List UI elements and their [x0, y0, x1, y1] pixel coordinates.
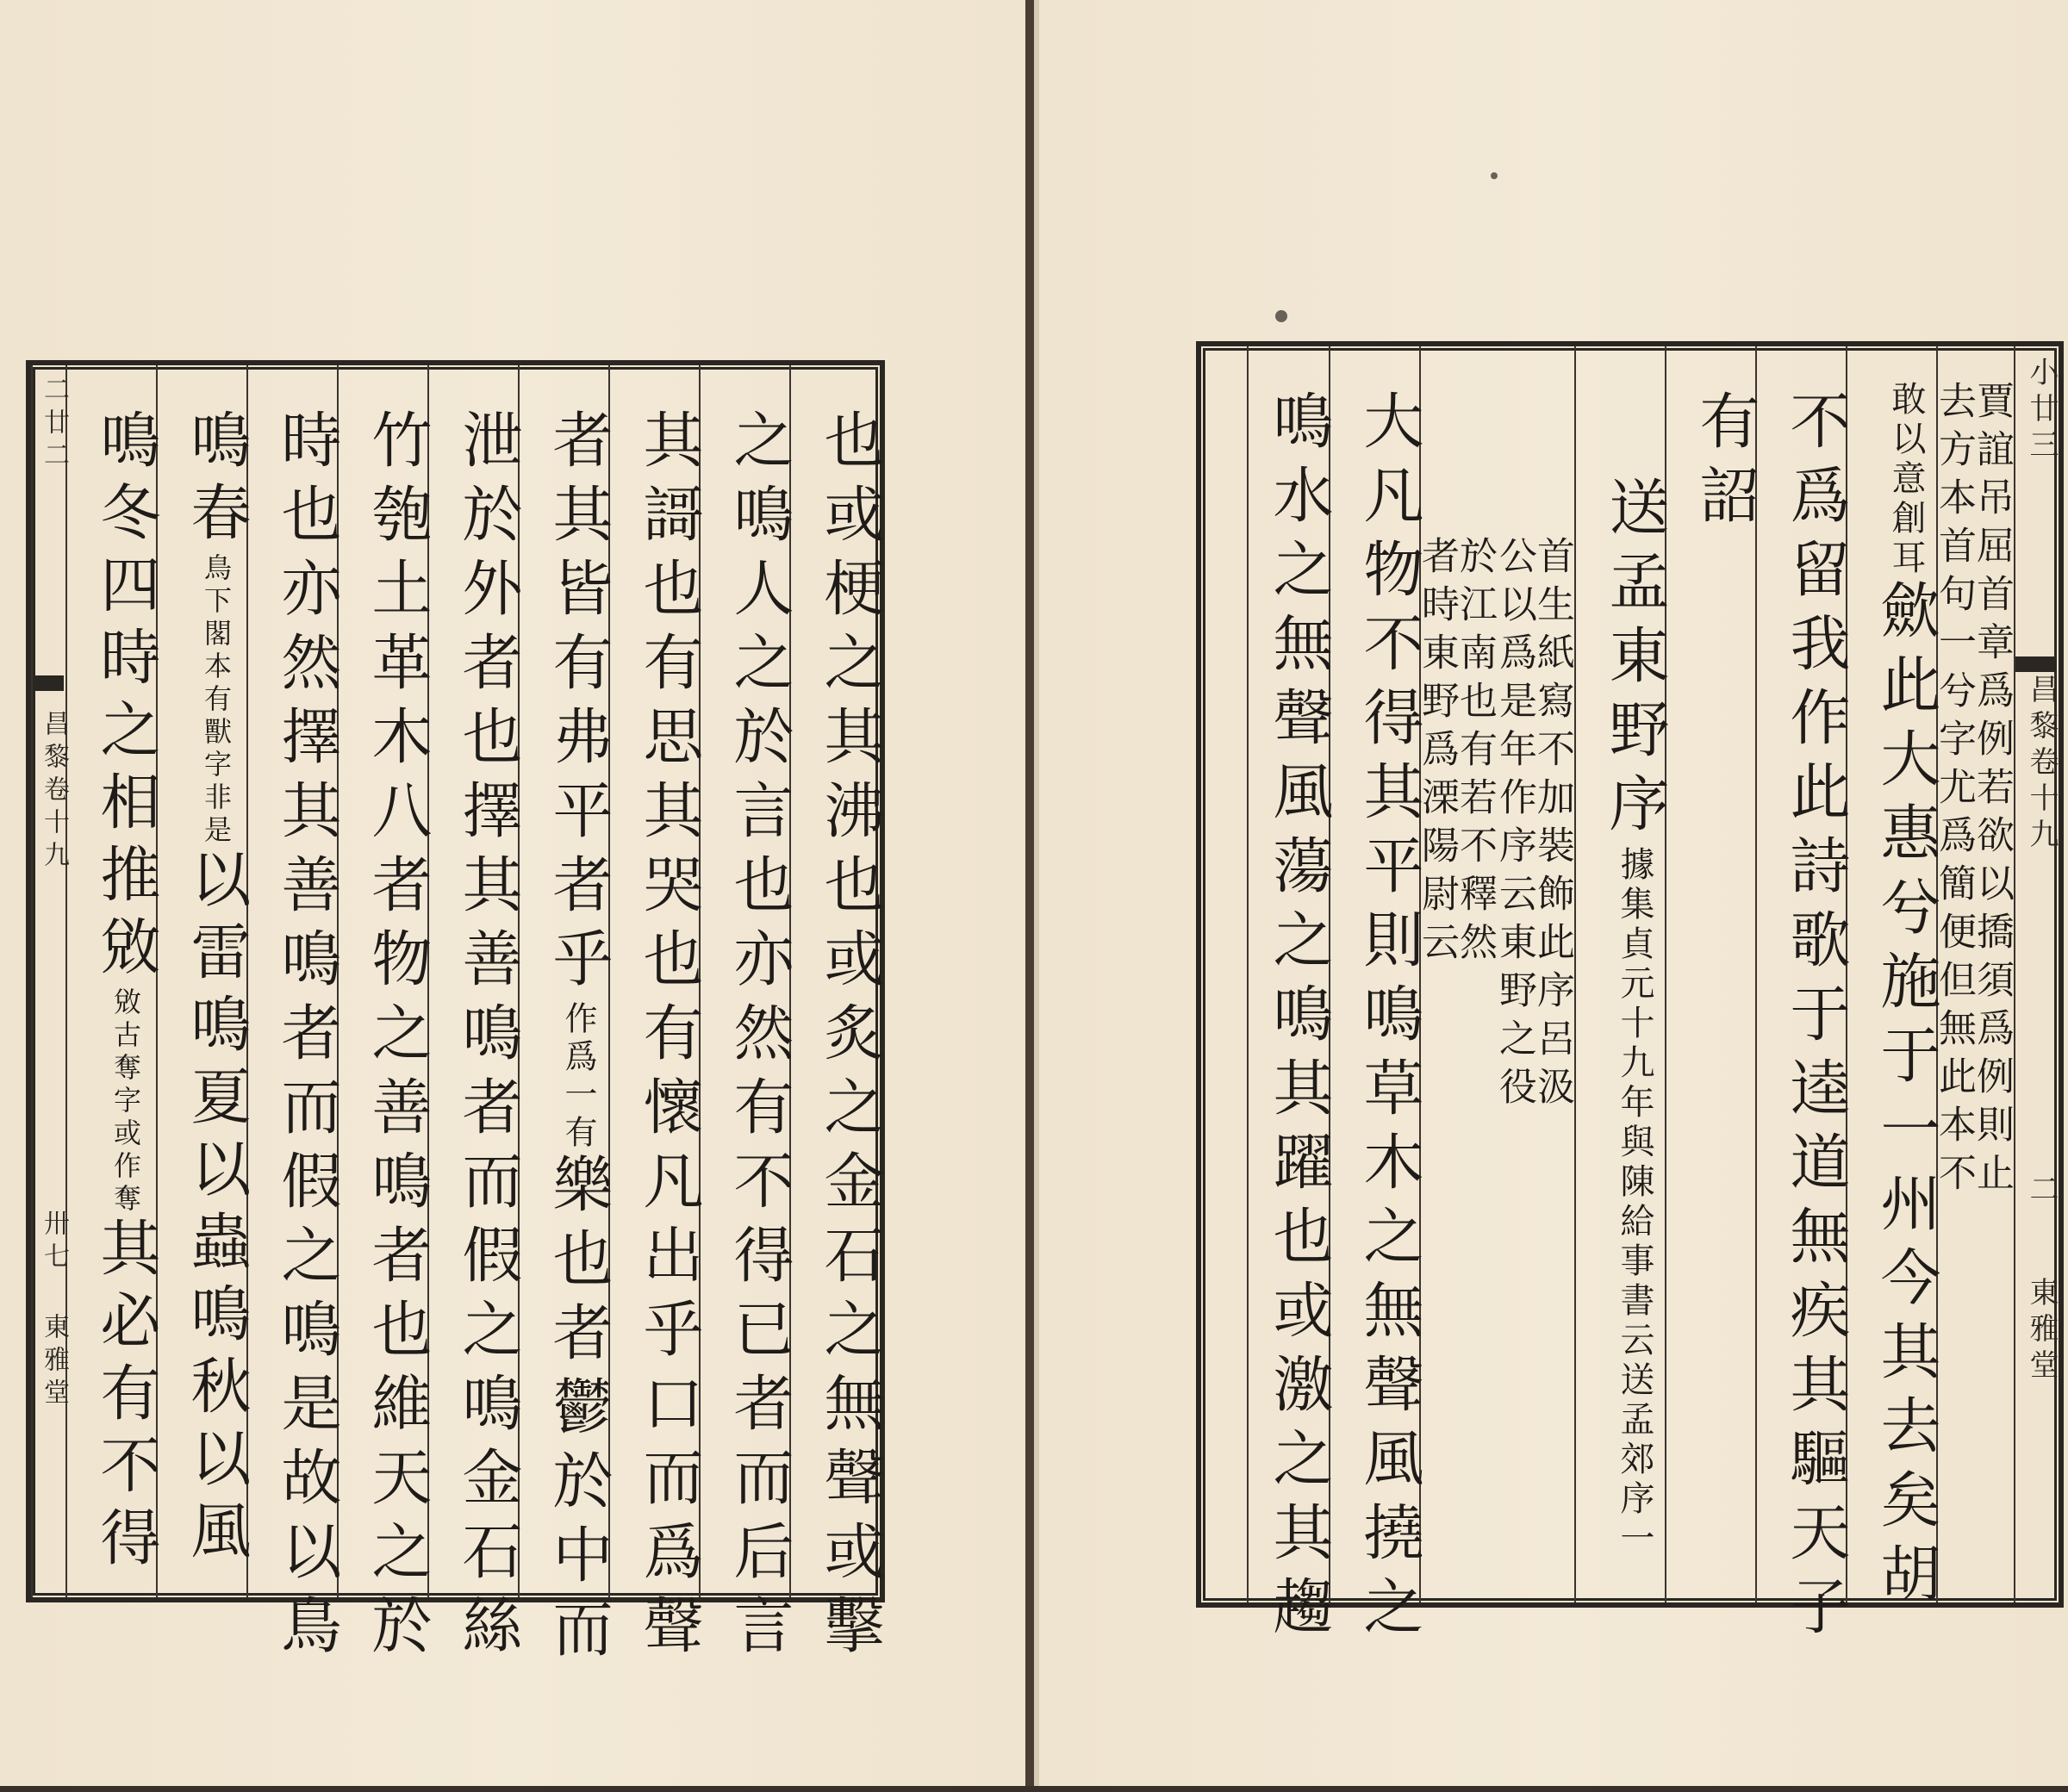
inline-note: 敢以意 [1886, 381, 1926, 500]
double-line-note [1415, 346, 1497, 1602]
inline-note: 創耳 [1886, 500, 1926, 579]
essay-title: 送孟東野序 [1599, 476, 1670, 846]
page-margin-strip [2014, 346, 2059, 1602]
studio-name: 東雅堂 [39, 1313, 69, 1411]
inline-note: 獸字非是 [200, 717, 233, 848]
ink-speck [1491, 172, 1498, 179]
double-line-note [1932, 346, 2014, 1602]
note-line: 賈誼吊屈首章爲例若欲以撟須爲例則止 [1970, 381, 2014, 1201]
note-line: 公以爲是年作序云東野之役 [1492, 536, 1536, 1115]
note-line: 首生紙寫不加裝飾此序呂汲 [1530, 536, 1574, 1115]
text-column: 時也亦然擇其善鳴者而假之鳴是故以鳥 [246, 365, 337, 1597]
fishtail-mark [33, 675, 64, 691]
text-column: 其謌也有思其哭也有懷凡出乎口而爲聲 [608, 365, 699, 1597]
fishtail-mark [2015, 656, 2057, 672]
double-line-note [1492, 346, 1574, 1602]
text-column: 有詔 [1665, 346, 1755, 1602]
inline-note: 鳥下閣本有 [200, 553, 233, 717]
folio-number: 卅七 [39, 1210, 69, 1275]
text-column-with-note [518, 365, 614, 1671]
inline-note: 給事書云送孟郊序一 [1615, 1203, 1654, 1559]
note-line: 者時東野爲溧陽尉云 [1415, 536, 1459, 970]
text-column: 不爲留我作此詩歌于逵道無疾其驅天子 [1755, 346, 1846, 1602]
note-line: 於江南也有若不釋然 [1453, 536, 1497, 970]
right-text-frame [1196, 341, 2064, 1649]
text-column-with-note [1846, 346, 1941, 1616]
main-text: 鳴春 [181, 408, 252, 553]
text-column: 也或梗之其沸也或炙之金石之無聲或擊 [789, 365, 880, 1597]
text-column: 鳴水之無聲風蕩之鳴其躍也或激之其趨 [1247, 346, 1329, 1602]
essay-title-column [1574, 346, 1670, 1602]
folio-number: 二 [2024, 1173, 2059, 1210]
inline-note: 據集貞元十九年與陳 [1615, 846, 1654, 1203]
text-column-with-note [65, 365, 161, 1597]
book-gutter [1025, 0, 1034, 1786]
leaf-number: 二廿二 [39, 376, 69, 474]
text-column: 泄於外者也擇其善鳴者而假之鳴金石絲 [427, 365, 518, 1597]
text-column: 大凡物不得其平則鳴草木之無聲風撓之 [1329, 346, 1419, 1602]
margin-title: 昌黎卷十九 [2024, 674, 2059, 855]
text-column-with-note [156, 365, 252, 1597]
ink-speck [1275, 310, 1287, 322]
main-text: 者其皆有弗平者乎 [543, 408, 614, 1001]
main-text: 鳴冬四時之相推敓 [90, 408, 161, 987]
inline-note: 或作奪 [109, 1118, 142, 1216]
inline-note: 敓古奪字 [109, 987, 142, 1118]
leaf-number: 小廿三 [2024, 357, 2059, 465]
main-text: 其必有不得 [90, 1216, 161, 1578]
margin-title: 昌黎卷十九 [39, 710, 69, 874]
text-column: 之鳴人之於言也亦然有不得已者而后言 [699, 365, 789, 1597]
note-line: 去方本首句一兮字尤爲簡便但無此本不 [1932, 381, 1976, 1201]
page-margin-strip [31, 365, 69, 1597]
main-text: 歛此大惠兮施于一州今其去矣胡 [1871, 579, 1941, 1616]
studio-name: 東雅堂 [2024, 1277, 2059, 1385]
left-text-frame [26, 360, 885, 1671]
inline-note: 作爲一有 [559, 1001, 597, 1153]
main-text: 以雷鳴夏以蟲鳴秋以風 [181, 848, 252, 1571]
main-text: 樂也者鬱於中而 [543, 1153, 614, 1671]
text-column: 竹匏土革木八者物之善鳴者也維天之於 [337, 365, 427, 1597]
